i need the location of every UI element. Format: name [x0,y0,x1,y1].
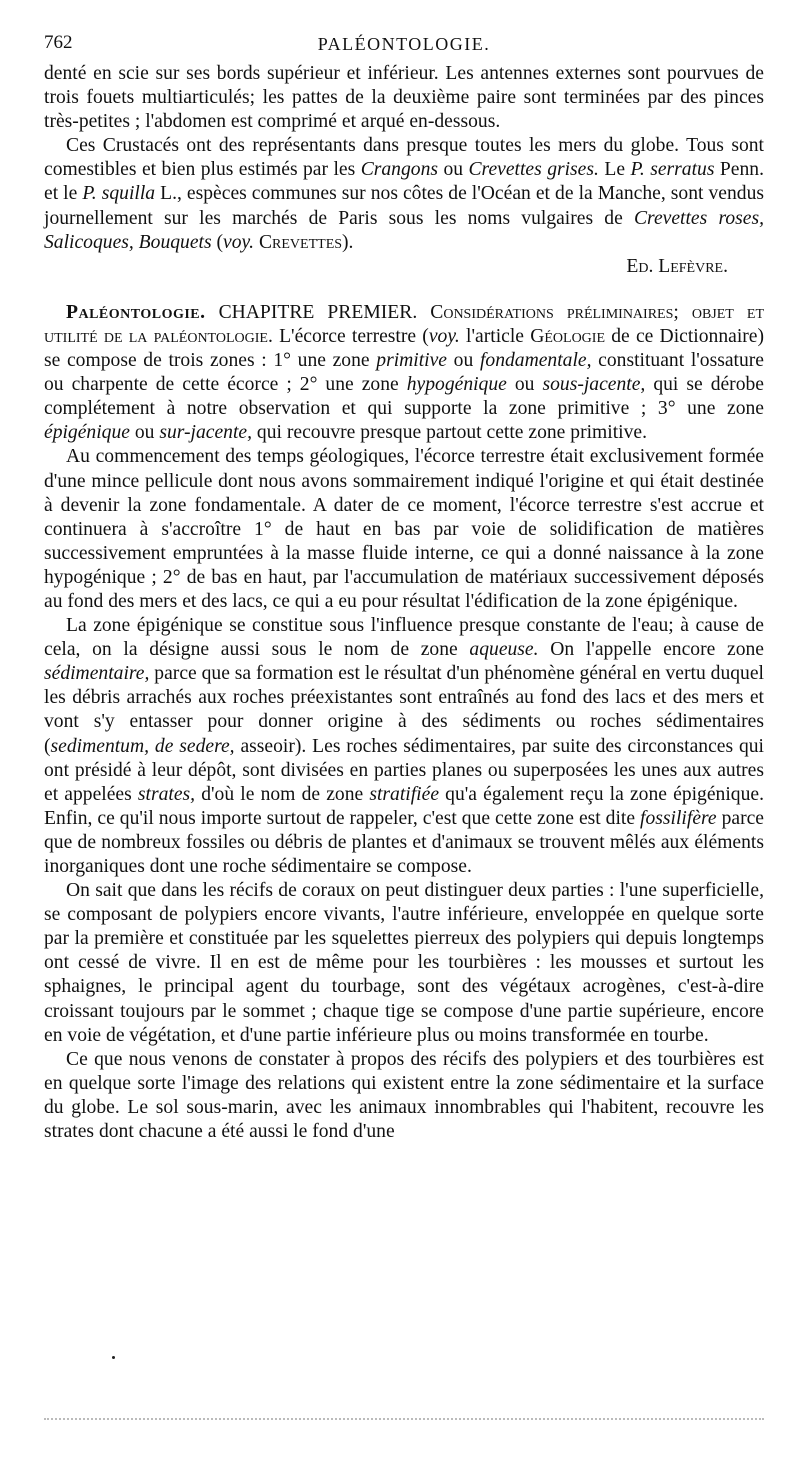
text-run: l'article [459,325,531,347]
text-run: ). [342,231,354,253]
text-run: denté en scie sur ses bords supérieur et inférieur. Les antennes externes sont pourvues de trois fouets multiarticulés; les pattes de la deuxième paire sont terminées par des pinces très-petites ; l'abdomen est comprimé et arqué en-dessous. [44,63,764,133]
text-run: Ces Crustacés ont des représentants dans presque toutes les mers du globe. Tous sont comestibles et bien plus estimés par les [44,135,764,181]
text-run: Ce que nous venons de constater à propos des récifs des polypiers et des tourbières est en quelque sorte l'image des relations qui existent entre la zone sédimentaire et la surface du globe. Le sol sous-marin, avec les animaux innombrables qui l'habitent, recouvre les strates dont chacune a été aussi le fond d'une [44,1048,764,1143]
text-run: ou [129,422,160,444]
paragraph-sedimentary-relations [44,1048,764,1144]
italic-term: Crevettes grises. [468,159,599,181]
cross-reference: Crevettes [258,231,343,253]
text-run: de ce Dictionnaire) se compose de trois zones : 1° une zone [44,325,765,372]
ink-speck [112,1356,115,1359]
italic-term: primitive [376,350,448,372]
italic-term: fossilifère [640,807,717,829]
paragraph-coral-reefs [44,879,764,1048]
page-number: 762 [44,32,73,53]
text-run: Penn. et le [44,159,764,205]
text-run: ou [438,159,469,181]
footer-rule [44,1418,764,1424]
italic-term: voy. [428,325,460,347]
italic-term: sous-jacente, [542,374,646,396]
author-signature: Ed. Lefèvre. [626,255,728,277]
text-run: constituant l'ossature ou charpente de cette écorce ; 2° une zone [44,350,765,396]
text-run: L., espèces communes sur nos côtes de l'Océan et de la Manche, sont vendus journellement sur les marchés de Paris sous les noms vulgaires de [44,183,764,229]
section-gap [44,279,764,301]
text-run: qui recouvre presque partout cette zone primitive. [252,422,647,444]
paragraph-epigenic-zone [44,614,764,879]
text-run: L'écorce terrestre ( [272,325,429,347]
text-run: qui se dérobe complétement à notre observation et qui supporte la zone primitive ; 3° une zone [44,374,764,420]
italic-term: P. squilla [82,183,156,205]
text-run: La zone épigénique se constitue sous l'influence presque constante de l'eau; à cause de cela, on la désigne aussi sous le nom de zone [44,615,764,661]
text-run: Le [598,159,631,181]
italic-term: sédimentaire, [44,663,150,685]
text-run: d'où le nom de zone [195,783,370,805]
paragraph-earth-crust-growth [44,445,764,614]
italic-term: strates, [137,783,196,805]
italic-term: aqueuse. [469,639,539,661]
chapter-subtitle: Considérations préliminaires; objet et utilité de la paléontologie. [44,301,764,347]
text-run: ou [506,374,543,396]
italic-term: voy. [223,231,255,253]
italic-term: sur-jacente, [159,422,253,444]
text-run: parce que de nombreux fossiles ou débris de plantes et d'animaux se trouvent mêlés aux éléments inorganiques dont une roche sédimentaire se compose. [44,807,764,877]
paragraph-paleontology-intro [44,301,764,446]
text-run: qu'a également reçu la zone épigénique. Enfin, ce qu'il nous importe surtout de rappeler, c'est que cette zone est dite [44,783,764,829]
text-run: On sait que dans les récifs de coraux on peut distinguer deux parties : l'une superficielle, se composant de polypiers encore vivants, l'autre inférieure, enveloppée en quelque sorte par la première et constituée par les squelettes pierreux des polypiers qui depuis longtemps ont cessé de vivre. Il en est de même pour les tourbières : les mousses et surtout les sphaignes, le principal agent du tourbage, sont des végétaux acrogènes, c'est-à-dire croissant toujours par le sommet ; chaque tige se compose d'une partie supérieure, encore en voie de végétation, et d'une partie inférieure plus ou moins transformée en tourbe. [44,880,764,1046]
text-run: asseoir). Les roches sédimentaires, par suite des circonstances qui ont présidé à leur dépôt, sont divisées en parties planes ou superposées les unes aux autres et appelées [44,735,764,805]
text-run: parce que sa formation est le résultat d'un phénomène général en vertu duquel les débris arrachés aux roches préexistantes sont entraînés au fond des lacs et des mers et vont s'y entasser pour donner origine à des sédiments ou roches sédimentaires ( [44,663,764,757]
italic-term: hypogénique [406,374,507,396]
paragraph-shrimp-description [44,62,764,134]
paragraph-shrimp-distribution [44,134,764,254]
text-run: Au commencement des temps géologiques, l'écorce terrestre était exclusivement formée d'une mince pellicule dont nous avons sommairement indiqué l'origine et qui était destinée à devenir la zone fondamentale. A dater de ce moment, l'écorce terrestre s'est accrue et continuera à s'accroître 1° de haut en bas par voie de solidification de matières successivement empruntées à la masse fluide interne, ce qui a donné naissance à la zone hypogénique ; 2° de bas en haut, par l'accumulation de matériaux successivement déposés au fond des mers et des lacs, ce qui a eu pour résultat l'édification de la zone épigénique. [44,446,764,612]
text-run: On l'appelle encore zone [538,639,764,661]
text-run: ou [447,350,480,372]
italic-term: stratifiée [369,783,440,805]
running-title: PALÉONTOLOGIE. [317,34,491,54]
italic-term: Crangons [360,159,438,181]
italic-term: fondamentale, [479,350,592,372]
chapter-heading: CHAPITRE PREMIER. [205,301,431,323]
italic-term: sedimentum, de sedere, [50,735,235,757]
entry-headword: Paléontologie. [66,301,206,323]
cross-reference: Géologie [530,325,606,347]
italic-term: Crevettes roses, Salicoques, Bouquets [44,207,764,253]
running-head [44,28,764,62]
italic-term: P. serratus [630,159,715,181]
italic-term: épigénique [44,422,130,444]
text-run: ( [211,231,224,253]
body-text [44,62,764,1144]
